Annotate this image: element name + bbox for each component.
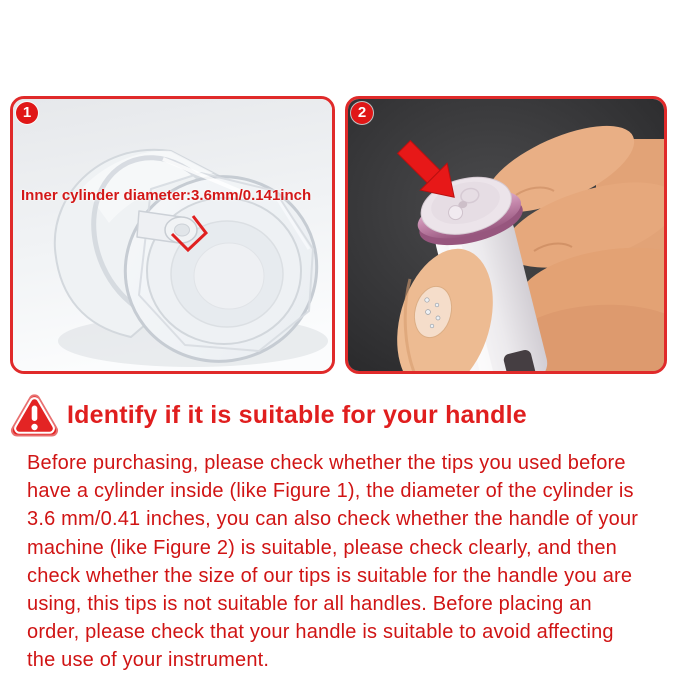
warning-heading: Identify if it is suitable for your handle [67, 400, 527, 429]
warning-line: using, this tips is not suitable for all handles. Before placing an [27, 593, 592, 616]
warning-header [10, 391, 527, 439]
figure-2-photo [348, 99, 664, 371]
figure-1-number-badge: 1 [16, 102, 38, 124]
figure-1-panel [10, 96, 335, 374]
warning-triangle-icon [10, 392, 59, 438]
warning-line: the use of your instrument. [27, 649, 270, 672]
figure-1-annotation: Inner cylinder diameter:3.6mm/0.141inch [21, 187, 312, 204]
figure-2-number-badge: 2 [351, 102, 373, 124]
warning-paragraph [27, 449, 657, 675]
figure-1-photo [13, 99, 332, 371]
warning-line: order, please check that your handle is suitable to avoid affecting [27, 621, 614, 644]
warning-line: check whether the size of our tips is suitable for the handle you are [27, 564, 633, 587]
warning-line: machine (like Figure 2) is suitable, please check clearly, and then [27, 536, 617, 559]
warning-line: Before purchasing, please check whether the tips you used before [27, 452, 626, 474]
figure-2-panel [345, 96, 667, 374]
warning-line: have a cylinder inside (like Figure 1), the diameter of the cylinder is [27, 480, 634, 503]
warning-line: 3.6 mm/0.41 inches, you can also check whether the handle of your [27, 508, 639, 531]
